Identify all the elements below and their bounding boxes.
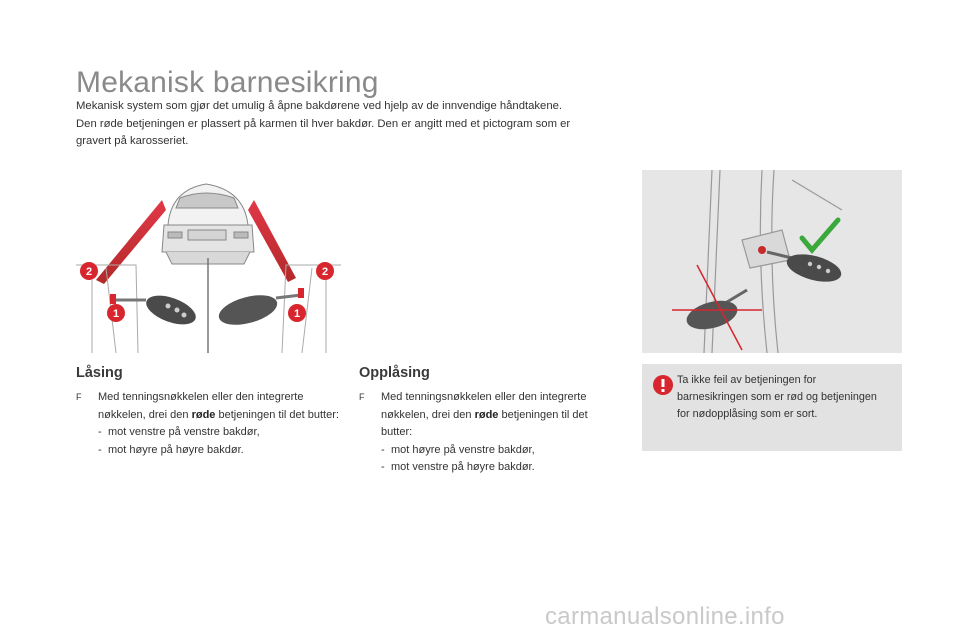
bullet-flag-icon: F [359,392,365,402]
badge-label: 2 [85,266,93,278]
car-rear-diagram [76,170,341,353]
list-item [76,442,341,460]
list-item [359,459,621,477]
dash: - [381,461,385,473]
page-title: Mekanisk barnesikring [76,66,379,99]
badge-2-left [80,262,98,280]
unlocking-item-2: mot venstre på høyre bakdør. [391,461,535,473]
unlocking-body [359,389,621,477]
badge-1-left [107,304,125,322]
locking-title: Låsing [76,365,123,381]
intro-text [76,98,636,151]
unlocking-instruction [359,389,621,442]
door-lock-illustration [642,170,902,353]
badge-label: 1 [112,308,120,320]
key-left-icon [116,290,200,330]
unlocking-title: Opplåsing [359,365,430,381]
badge-2-right [316,262,334,280]
key-correct-icon [767,249,844,287]
check-icon [802,220,838,250]
intro-line-1: Mekanisk system som gjør det umulig å åpne bakdørene ved hjelp av de innvendige håndtakene. [76,100,563,112]
dash: - [381,443,385,456]
dash: - [98,426,102,438]
key-incorrect-icon [684,290,747,334]
locking-body [76,389,341,459]
car-rear-icon [162,184,254,264]
unlocking-text: Med tenningsnøkkelen eller den integrerte nøkkelen, drei den [381,391,587,421]
locking-text: Med tenningsnøkkelen eller den integrerte nøkkelen, drei den [98,391,304,421]
intro-line-2: Den røde betjeningen er plassert på karmen til hver bakdør. Den er angitt med et pictogram som er [76,117,571,130]
watermark: carmanualsonline.info [545,603,785,630]
key-right-icon [216,290,301,331]
warning-box [642,364,902,451]
child-lock-illustration [76,170,341,353]
locking-item-2: mot høyre på høyre bakdør. [108,443,244,456]
locking-instruction [76,389,341,424]
warning-icon [652,374,674,396]
unlocking-bold: røde [474,408,499,421]
bullet-flag-icon: F [76,392,82,402]
red-lever-icon [758,246,766,254]
list-item [76,424,341,442]
unlocking-item-1: mot høyre på venstre bakdør, [391,443,535,456]
list-item [359,442,621,460]
intro-line-3: gravert på karosseriet. [76,135,189,147]
dash: - [98,443,102,456]
badge-label: 1 [293,308,301,320]
warning-text: Ta ikke feil av betjeningen for barnesikringen som er rød og betjeningen for nødopplåsing som er sort. [677,374,877,420]
red-arrow-right [248,200,296,282]
unlocking-text-end: betjeningen til det butter: [381,408,588,438]
locking-text-end: betjeningen til det butter: [215,408,339,421]
locking-bold: røde [191,408,216,421]
badge-label: 2 [321,266,329,278]
door-frame-diagram [642,170,902,353]
locking-item-1: mot venstre på venstre bakdør, [108,426,260,438]
badge-1-right [288,304,306,322]
